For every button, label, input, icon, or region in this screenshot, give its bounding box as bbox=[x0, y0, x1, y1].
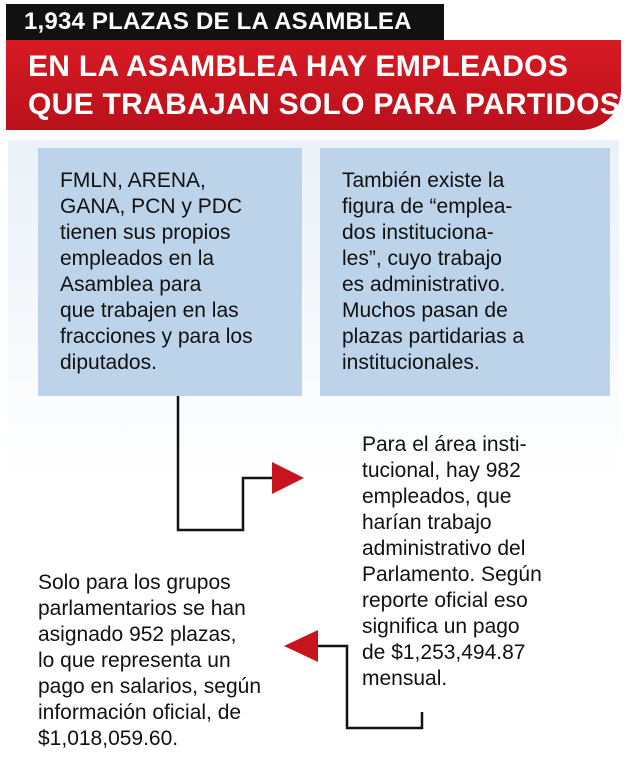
text-line: que trabajen en las bbox=[60, 299, 239, 322]
text-line: mensual. bbox=[362, 667, 448, 690]
arrow-right-icon bbox=[272, 462, 304, 494]
connector-line-upper bbox=[178, 396, 272, 530]
text-line: $1,018,059.60. bbox=[38, 727, 179, 750]
text-line: Muchos pasan de bbox=[342, 299, 508, 322]
header-tag: 1,934 PLAZAS DE LA ASAMBLEA bbox=[6, 4, 444, 40]
text-line: tienen sus propios bbox=[60, 221, 231, 244]
text-line: GANA, PCN y PDC bbox=[60, 195, 243, 218]
headline-line-1: EN LA ASAMBLEA HAY EMPLEADOS bbox=[28, 50, 569, 83]
text-line: harían trabajo bbox=[362, 511, 492, 534]
text-line: Solo para los grupos bbox=[38, 571, 231, 594]
headline-line-2: QUE TRABAJAN SOLO PARA PARTIDOS bbox=[28, 88, 621, 121]
arrow-left-icon bbox=[284, 630, 318, 662]
institutional-text bbox=[362, 432, 542, 692]
text-line: diputados. bbox=[60, 351, 157, 374]
text-line: administrativo del bbox=[362, 537, 526, 560]
text-line: empleados en la bbox=[60, 247, 215, 270]
text-line: reporte oficial eso bbox=[362, 589, 528, 612]
text-line: lo que representa un bbox=[38, 649, 231, 672]
text-line: pago en salarios, según bbox=[38, 675, 261, 698]
text-line: información oficial, de bbox=[38, 701, 242, 724]
parliamentary-groups-text bbox=[38, 570, 261, 752]
text-line: asignado 952 plazas, bbox=[38, 623, 237, 646]
text-line: tucional, hay 982 bbox=[362, 459, 521, 482]
text-line: Asamblea para bbox=[60, 273, 202, 296]
text-line: fracciones y para los bbox=[60, 325, 253, 348]
text-line: Parlamento. Según bbox=[362, 563, 542, 586]
text-line: dos instituciona- bbox=[342, 221, 494, 244]
text-line: figura de “emplea- bbox=[342, 195, 513, 218]
text-line: de $1,253,494.87 bbox=[362, 641, 526, 664]
text-line: significa un pago bbox=[362, 615, 520, 638]
text-line: es administrativo. bbox=[342, 273, 506, 296]
text-line: También existe la bbox=[342, 169, 505, 192]
text-line: les”, cuyo trabajo bbox=[342, 247, 502, 270]
text-line: empleados, que bbox=[362, 485, 512, 508]
text-line: parlamentarios se han bbox=[38, 597, 246, 620]
text-line: institucionales. bbox=[342, 351, 480, 374]
text-line: Para el área insti- bbox=[362, 433, 527, 456]
text-line: FMLN, ARENA, bbox=[60, 169, 206, 192]
text-line: plazas partidarias a bbox=[342, 325, 525, 348]
